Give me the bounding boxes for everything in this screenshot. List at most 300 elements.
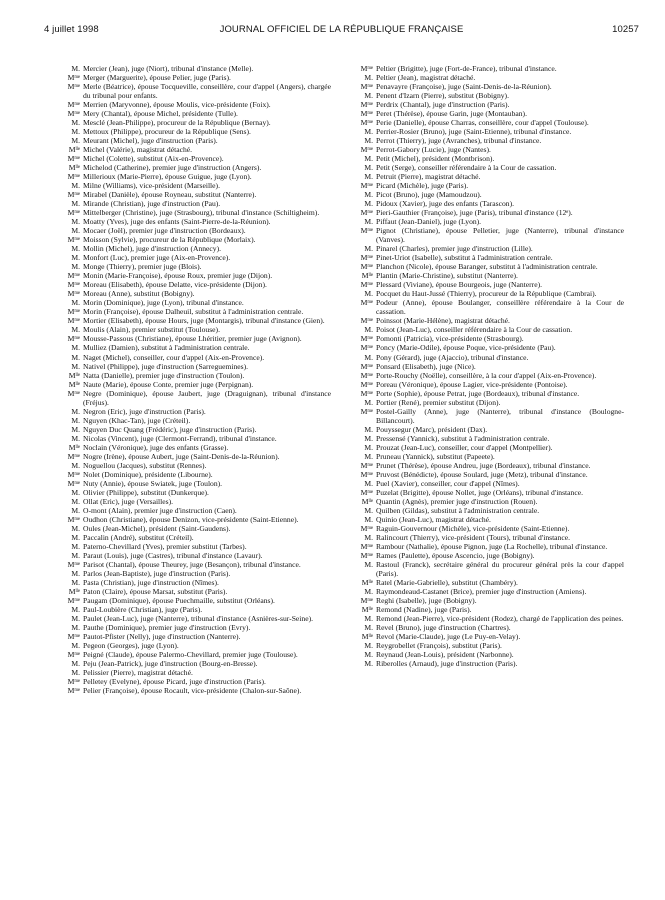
entry-text: Puel (Xavier), conseiller, cour d'appel (Nîmes). xyxy=(376,478,520,488)
list-item xyxy=(337,316,624,325)
entry-text: Quinio (Jean-Luc), magistrat détaché. xyxy=(376,514,491,524)
list-item xyxy=(337,172,624,181)
list-item xyxy=(337,596,624,605)
entry-title: Mᵐᵉ xyxy=(67,514,80,524)
entry-text: Parisot (Chantal), épouse Theurey, juge (Besançon), tribunal d'instance. xyxy=(83,559,301,569)
list-item xyxy=(44,452,331,461)
list-item xyxy=(44,316,331,325)
list-item xyxy=(44,380,331,389)
list-item xyxy=(337,289,624,298)
list-item xyxy=(44,614,331,623)
entry-title: M. xyxy=(364,451,373,461)
left-column xyxy=(44,64,331,892)
entry-text: Morin (Françoise), épouse Dalheuil, substitut à l'administration centrale. xyxy=(83,307,304,317)
entry-text: Nuty (Annie), épouse Swiatek, juge (Toulon). xyxy=(83,478,223,488)
entry-title: M. xyxy=(71,668,80,678)
entry-title: M. xyxy=(364,622,373,632)
entry-text: Rambour (Nathalie), épouse Pignon, juge (La Rochelle), tribunal d'instance. xyxy=(376,541,608,551)
entry-text: Pegeon (Georges), juge (Lyon). xyxy=(83,641,179,650)
entry-text: Oudhon (Christiane), épouse Denizon, vice-présidente (Saint-Etienne). xyxy=(83,514,299,524)
entry-text: Natta (Danielle), premier juge d'instruction (Toulon). xyxy=(83,370,245,380)
entry-title: Mᵐᵉ xyxy=(360,181,373,191)
entry-title: Mᵐᵉ xyxy=(360,595,373,605)
list-item xyxy=(337,244,624,253)
entry-title: M. xyxy=(364,91,373,101)
list-item xyxy=(44,650,331,659)
list-item xyxy=(44,623,331,632)
entry-text: Naute (Marie), épouse Conte, premier juge (Perpignan). xyxy=(83,379,254,389)
list-item xyxy=(44,127,331,136)
list-item xyxy=(337,64,624,73)
entry-text: Quilben (Gildas), substitut à l'administration centrale. xyxy=(376,505,540,515)
entry-text: Ralincourt (Thierry), vice-président (Tours), tribunal d'instance. xyxy=(376,532,570,542)
entry-text: Negre (Dominique), épouse Jaubert, juge (Draguignan), tribunal d'instance (Fréjus). xyxy=(83,388,331,407)
list-item xyxy=(44,334,331,343)
list-item xyxy=(337,262,624,271)
entry-text: Milne (Williams), vice-président (Marseille). xyxy=(83,181,220,191)
list-item xyxy=(44,470,331,479)
list-item xyxy=(44,659,331,668)
list-item xyxy=(337,343,624,352)
entry-title: Mˡˡᵉ xyxy=(361,577,373,587)
entry-text: Pruvost (Bénédicte), épouse Soulard, juge (Metz), tribunal d'instance. xyxy=(376,469,588,479)
entry-title: M. xyxy=(364,325,373,335)
entry-text: Paul-Loubière (Christian), juge (Paris). xyxy=(83,604,203,614)
entry-text: Postel-Gailly (Anne), juge (Nanterre), tribunal d'instance (Boulogne-Billancourt). xyxy=(376,406,624,425)
entry-text: Perrier-Rosier (Bruno), juge (Saint-Etienne), tribunal d'instance. xyxy=(376,127,572,137)
entry-title: Mᵐᵉ xyxy=(360,334,373,344)
entry-title: M. xyxy=(71,253,80,263)
list-item xyxy=(44,677,331,686)
entry-text: Remond (Jean-Pierre), vice-président (Rodez), chargé de l'application des peines. xyxy=(376,613,624,623)
entry-text: Rames (Paulette), épouse Ascencio, juge (Bobigny). xyxy=(376,550,535,560)
list-item xyxy=(44,497,331,506)
list-item xyxy=(337,389,624,398)
entry-title: Mᵐᵉ xyxy=(360,460,373,470)
entry-title: M. xyxy=(71,604,80,614)
entry-title: M. xyxy=(364,659,373,669)
entry-text: Pressensé (Yannick), substitut à l'administration centrale. xyxy=(376,433,550,443)
entry-text: Negron (Eric), juge d'instruction (Paris). xyxy=(83,406,206,416)
entry-text: Penavayre (Françoise), juge (Saint-Denis-de-la-Réunion). xyxy=(376,82,552,92)
entry-title: M. xyxy=(364,442,373,452)
entry-title: M. xyxy=(71,613,80,623)
list-item xyxy=(44,416,331,425)
entry-title: M. xyxy=(71,487,80,497)
entry-title: M. xyxy=(364,641,373,650)
entry-title: Mᵐᵉ xyxy=(360,487,373,497)
entry-title: M. xyxy=(71,118,80,128)
list-item xyxy=(337,271,624,280)
entry-text: Mirande (Christian), juge d'instruction (Pau). xyxy=(83,199,221,209)
entry-title: Mᵐᵉ xyxy=(360,541,373,551)
list-item xyxy=(337,533,624,542)
entry-text: Pauthe (Dominique), premier juge d'instruction (Evry). xyxy=(83,622,251,632)
entry-text: Perdrix (Chantal), juge d'instruction (Paris). xyxy=(376,100,510,110)
entry-text: Quantin (Agnès), premier juge d'instruction (Rouen). xyxy=(376,496,538,506)
entry-title: M. xyxy=(71,433,80,443)
entry-text: Perrot (Thierry), juge (Avranches), tribunal d'instance. xyxy=(376,136,542,146)
entry-text: Picot (Bruno), juge (Mamoudzou). xyxy=(376,190,482,200)
entry-text: Monin (Marie-Françoise), épouse Roux, premier juge (Dijon). xyxy=(83,271,273,281)
entry-title: Mˡˡᵉ xyxy=(68,379,80,389)
entry-text: Pignot (Christiane), épouse Pelletier, juge (Nanterre), tribunal d'instance (Vanves). xyxy=(376,226,624,245)
entry-text: Noclain (Véronique), juge des enfants (Grasse). xyxy=(83,442,229,452)
entry-title: M. xyxy=(71,406,80,416)
entry-title: M. xyxy=(364,244,373,254)
entry-title: Mᵐᵉ xyxy=(360,145,373,155)
entry-text: Michel (Colette), substitut (Aix-en-Provence). xyxy=(83,154,224,164)
entry-text: Pruneau (Yannick), substitut (Papeete). xyxy=(376,451,495,461)
list-item xyxy=(337,443,624,452)
right-column xyxy=(337,64,624,892)
entry-title: Mᵐᵉ xyxy=(360,100,373,110)
entry-title: M. xyxy=(71,424,80,434)
list-item xyxy=(44,181,331,190)
entry-text: Perie (Danielle), épouse Charras, conseillère, cour d'appel (Toulouse). xyxy=(376,118,589,128)
entry-title: Mᵐᵉ xyxy=(67,109,80,119)
list-item xyxy=(44,118,331,127)
list-item xyxy=(337,587,624,596)
entry-text: Pinet-Uriot (Isabelle), substitut à l'administration centrale. xyxy=(376,253,553,263)
list-item xyxy=(337,253,624,262)
entry-text: Merle (Béatrice), épouse Tocqueville, conseillère, cour d'appel (Angers), chargée du tribunal pour enfants. xyxy=(83,82,331,101)
entry-text: Revol (Marie-Claude), juge (Le Puy-en-Velay). xyxy=(376,631,521,641)
list-item xyxy=(44,551,331,560)
list-item xyxy=(337,659,624,668)
header-date: 4 juillet 1998 xyxy=(44,24,99,35)
entry-title: Mˡˡᵉ xyxy=(361,496,373,506)
list-item xyxy=(44,190,331,199)
list-item xyxy=(44,253,331,262)
entry-title: Mᵐᵉ xyxy=(67,235,80,245)
entry-title: Mᵐᵉ xyxy=(67,595,80,605)
entry-text: Merger (Marguerite), épouse Pelier, juge (Paris). xyxy=(83,73,231,83)
header-page-number: 10257 xyxy=(612,24,639,35)
entry-text: Pomonti (Patricia), vice-présidente (Strasbourg). xyxy=(376,334,524,344)
list-item xyxy=(44,280,331,289)
entry-title: Mᵐᵉ xyxy=(360,316,373,326)
list-item xyxy=(337,470,624,479)
entry-text: Reghi (Isabelle), juge (Bobigny). xyxy=(376,595,477,605)
entry-title: Mᵐᵉ xyxy=(67,677,80,687)
entry-text: Naget (Michel), conseiller, cour d'appel (Aix-en-Provence). xyxy=(83,352,265,362)
entry-text: Pelissier (Pierre), magistrat détaché. xyxy=(83,668,193,678)
entry-title: Mᵐᵉ xyxy=(67,154,80,164)
list-item xyxy=(337,118,624,127)
list-item xyxy=(337,506,624,515)
entry-text: Pidoux (Xavier), juge des enfants (Tarascon). xyxy=(376,199,515,209)
entry-text: Michel (Valérie), magistrat détaché. xyxy=(83,145,193,155)
entry-text: Plantin (Marie-Christine), substitut (Nanterre). xyxy=(376,271,518,281)
entry-text: Merrien (Maryvonne), épouse Moulis, vice-présidente (Foix). xyxy=(83,100,271,110)
list-item xyxy=(44,587,331,596)
entry-title: M. xyxy=(71,127,80,137)
list-item xyxy=(44,235,331,244)
entry-title: M. xyxy=(364,136,373,146)
list-item xyxy=(44,524,331,533)
list-item xyxy=(337,578,624,587)
entry-title: Mˡˡᵉ xyxy=(361,604,373,614)
list-item xyxy=(44,641,331,650)
entry-title: Mᵐᵉ xyxy=(360,370,373,380)
entry-title: M. xyxy=(364,613,373,623)
list-item xyxy=(337,362,624,371)
entry-text: Petruit (Pierre), magistrat détaché. xyxy=(376,172,481,182)
entry-title: M. xyxy=(364,586,373,596)
list-item xyxy=(44,73,331,82)
entry-text: Peltier (Brigitte), juge (Fort-de-France), tribunal d'instance. xyxy=(376,64,557,73)
entry-title: Mᵐᵉ xyxy=(360,253,373,263)
list-item xyxy=(44,371,331,380)
entry-title: Mᵐᵉ xyxy=(67,73,80,83)
list-item xyxy=(44,145,331,154)
entry-title: M. xyxy=(71,460,80,470)
entry-text: Nguyen (Khac-Tan), juge (Créteil). xyxy=(83,415,191,425)
entry-title: M. xyxy=(364,127,373,137)
entry-title: Mᵐᵉ xyxy=(360,82,373,92)
entry-title: M. xyxy=(71,568,80,578)
list-item xyxy=(337,353,624,362)
entry-text: Peju (Jean-Patrick), juge d'instruction (Bourg-en-Bresse). xyxy=(83,659,258,669)
list-item xyxy=(44,533,331,542)
entry-title: Mᵐᵉ xyxy=(67,334,80,344)
entry-text: Piffaut (Jean-Daniel), juge (Lyon). xyxy=(376,217,482,227)
entry-text: Nativel (Philippe), juge d'instruction (Sarreguemines). xyxy=(83,361,249,371)
list-item xyxy=(44,172,331,181)
list-item xyxy=(337,298,624,316)
list-item xyxy=(44,605,331,614)
entry-title: Mᵐᵉ xyxy=(360,523,373,533)
list-item xyxy=(44,163,331,172)
list-item xyxy=(337,551,624,560)
list-item xyxy=(337,73,624,82)
list-item xyxy=(44,443,331,452)
list-item xyxy=(337,100,624,109)
list-item xyxy=(337,334,624,343)
entry-text: Noguellou (Jacques), substitut (Rennes). xyxy=(83,460,207,470)
entry-text: Ponsard (Elisabeth), juge (Nice). xyxy=(376,361,476,371)
list-item xyxy=(337,325,624,334)
list-item xyxy=(44,199,331,208)
list-item xyxy=(337,542,624,551)
entry-title: M. xyxy=(71,181,80,191)
entry-text: Rastoul (Franck), secrétaire général du procureur général près la cour d'appel (Paris). xyxy=(376,559,624,578)
entry-title: M. xyxy=(71,262,80,272)
entry-title: M. xyxy=(71,641,80,650)
entry-text: Pocquet du Haut-Jussé (Thierry), procureur de la République (Cambrai). xyxy=(376,289,597,299)
entry-text: Planchon (Nicole), épouse Baranger, substitut à l'administration centrale. xyxy=(376,262,598,272)
list-item xyxy=(44,488,331,497)
list-item xyxy=(44,307,331,316)
entry-text: Meurant (Michel), juge d'instruction (Paris). xyxy=(83,136,218,146)
entry-text: Mortier (Elisabeth), épouse Hours, juge (Montargis), tribunal d'instance (Gien). xyxy=(83,316,325,326)
entry-title: M. xyxy=(71,659,80,669)
entry-title: Mᵐᵉ xyxy=(360,118,373,128)
entry-text: Paccalin (André), substitut (Créteil). xyxy=(83,532,194,542)
entry-text: Millerioux (Marie-Pierre), épouse Guigue, juge (Lyon). xyxy=(83,172,252,182)
entry-title: M. xyxy=(364,289,373,299)
entry-title: Mᵐᵉ xyxy=(67,100,80,110)
list-item xyxy=(44,154,331,163)
entry-text: Mesclé (Jean-Philippe), procureur de la République (Bernay). xyxy=(83,118,271,128)
entry-title: Mᵐᵉ xyxy=(360,298,373,308)
entry-title: Mˡˡᵉ xyxy=(361,271,373,281)
entry-text: Porte (Sophie), épouse Petrat, juge (Bordeaux), tribunal d'instance. xyxy=(376,388,580,398)
list-item xyxy=(337,154,624,163)
entry-title: Mˡˡᵉ xyxy=(361,631,373,641)
entry-text: Reygrobellet (François), substitut (Paris). xyxy=(376,641,502,650)
entry-text: Pelletey (Evelyne), épouse Picard, juge d'instruction (Paris). xyxy=(83,677,266,687)
entry-title: Mᵐᵉ xyxy=(360,208,373,218)
entry-title: M. xyxy=(364,190,373,200)
entry-title: Mᵐᵉ xyxy=(360,379,373,389)
entry-title: M. xyxy=(364,217,373,227)
entry-text: Picard (Michèle), juge (Paris). xyxy=(376,181,469,191)
list-item xyxy=(44,542,331,551)
list-item xyxy=(44,578,331,587)
entry-text: Mery (Chantal), épouse Michel, présidente (Tulle). xyxy=(83,109,238,119)
entry-title: M. xyxy=(71,217,80,227)
list-item xyxy=(337,623,624,632)
entry-text: Paterno-Chevillard (Yves), premier substitut (Tarbes). xyxy=(83,541,247,551)
entry-title: Mᵐᵉ xyxy=(360,64,373,73)
entry-title: M. xyxy=(71,496,80,506)
entry-text: Monfort (Luc), premier juge (Aix-en-Provence). xyxy=(83,253,231,263)
entry-title: M. xyxy=(364,172,373,182)
entry-title: M. xyxy=(364,163,373,173)
entry-text: Mousse-Passous (Christiane), épouse Lhéritier, premier juge (Avignon). xyxy=(83,334,302,344)
list-item xyxy=(337,461,624,470)
entry-title: Mᵐᵉ xyxy=(67,172,80,182)
entry-title: M. xyxy=(71,352,80,362)
entry-title: Mᵐᵉ xyxy=(360,262,373,272)
entry-title: Mᵐᵉ xyxy=(360,280,373,290)
entry-title: Mᵐᵉ xyxy=(360,361,373,371)
list-item xyxy=(337,425,624,434)
entry-text: Prunet (Thérèse), épouse Andreu, juge (Bordeaux), tribunal d'instance. xyxy=(376,460,591,470)
entry-text: Nogre (Irène), épouse Aubert, juge (Saint-Denis-de-la-Réunion). xyxy=(83,451,280,461)
list-item xyxy=(44,244,331,253)
entry-title: M. xyxy=(364,532,373,542)
entry-title: M. xyxy=(71,244,80,254)
list-item xyxy=(337,217,624,226)
entry-text: Portier (René), premier substitut (Dijon). xyxy=(376,397,501,407)
entry-title: M. xyxy=(71,541,80,551)
list-item xyxy=(44,362,331,371)
entry-title: Mᵐᵉ xyxy=(360,406,373,416)
entry-title: M. xyxy=(364,478,373,488)
entry-text: Pouyssegur (Marc), président (Dax). xyxy=(376,424,488,434)
header-journal-title: JOURNAL OFFICIEL DE LA RÉPUBLIQUE FRANÇAISE xyxy=(219,24,464,35)
entry-text: Paugam (Dominique), épouse Puechmaille, substitut (Orléans). xyxy=(83,595,275,605)
entry-title: Mˡˡᵉ xyxy=(68,145,80,155)
entry-text: Poinssot (Marie-Hélène), magistrat détaché. xyxy=(376,316,510,326)
entry-title: M. xyxy=(71,622,80,632)
entry-title: Mᵐᵉ xyxy=(360,226,373,236)
entry-text: Paton (Claire), épouse Marsat, substitut (Paris). xyxy=(83,586,228,596)
list-item xyxy=(337,226,624,244)
list-item xyxy=(44,100,331,109)
entry-title: Mˡˡᵉ xyxy=(68,163,80,173)
entry-text: Paulet (Jean-Luc), juge (Nanterre), tribunal d'instance (Asnières-sur-Seine). xyxy=(83,613,313,623)
entry-text: Mirabel (Danièle), épouse Royneau, substitut (Nanterre). xyxy=(83,190,257,200)
entry-title: M. xyxy=(364,73,373,83)
entry-text: Paraut (Louis), juge (Castres), tribunal d'instance (Lavaur). xyxy=(83,550,263,560)
entry-title: Mᵐᵉ xyxy=(360,469,373,479)
entry-title: Mᵐᵉ xyxy=(360,550,373,560)
entry-title: M. xyxy=(71,361,80,371)
entry-text: Raguin-Gouvernour (Michèle), vice-présidente (Saint-Etienne). xyxy=(376,523,570,533)
list-item xyxy=(44,298,331,307)
entry-title: M. xyxy=(71,64,80,73)
list-item xyxy=(44,479,331,488)
entry-title: M. xyxy=(364,352,373,362)
list-item xyxy=(44,217,331,226)
list-item xyxy=(337,208,624,217)
entry-title: M. xyxy=(71,199,80,209)
list-item xyxy=(337,190,624,199)
list-item xyxy=(44,686,331,695)
list-item xyxy=(44,262,331,271)
list-item xyxy=(337,479,624,488)
list-item xyxy=(44,82,331,100)
list-item xyxy=(44,560,331,569)
entry-text: Ratel (Marie-Gabrielle), substitut (Chambéry). xyxy=(376,577,518,587)
entry-text: Mulliez (Damien), substitut à l'administration centrale. xyxy=(83,343,250,353)
entry-title: Mᵐᵉ xyxy=(67,686,80,696)
entry-text: Revel (Bruno), juge d'instruction (Chartres). xyxy=(376,622,511,632)
list-item xyxy=(337,560,624,578)
entry-title: M. xyxy=(364,199,373,209)
entry-title: Mᵐᵉ xyxy=(67,82,80,92)
entry-title: Mᵐᵉ xyxy=(67,559,80,569)
entry-text: Remond (Nadine), juge (Paris). xyxy=(376,604,472,614)
entry-text: Moisson (Sylvie), procureur de la République (Morlaix). xyxy=(83,235,256,245)
entry-text: Mittelberger (Christine), juge (Strasbourg), tribunal d'instance (Schiltigheim). xyxy=(83,208,320,218)
entry-text: Mocaer (Joël), premier juge d'instruction (Bordeaux). xyxy=(83,226,246,236)
entry-text: Puzelat (Brigitte), épouse Nollet, juge (Orléans), tribunal d'instance. xyxy=(376,487,583,497)
list-item xyxy=(44,289,331,298)
list-item xyxy=(44,109,331,118)
entry-text: Parlos (Jean-Baptiste), juge d'instruction (Paris). xyxy=(83,568,231,578)
entry-text: Pasta (Christian), juge d'instruction (Nîmes). xyxy=(83,577,219,587)
list-item xyxy=(337,488,624,497)
entry-text: Mercier (Jean), juge (Niort), tribunal d'instance (Melle). xyxy=(83,64,254,73)
entry-text: Peltier (Jean), magistrat détaché. xyxy=(376,73,476,83)
list-item xyxy=(337,127,624,136)
entry-title: Mᵐᵉ xyxy=(67,451,80,461)
entry-title: M. xyxy=(71,523,80,533)
entry-text: Plessard (Viviane), épouse Bourgeois, juge (Nanterre). xyxy=(376,280,542,290)
entry-title: Mᵐᵉ xyxy=(67,307,80,317)
entry-title: M. xyxy=(364,154,373,164)
list-item xyxy=(44,64,331,73)
list-item xyxy=(337,371,624,380)
entry-title: Mᵐᵉ xyxy=(67,208,80,218)
entry-title: M. xyxy=(364,650,373,660)
entry-text: O-mont (Alain), premier juge d'instruction (Caen). xyxy=(83,505,237,515)
entry-text: Monge (Thierry), premier juge (Blois). xyxy=(83,262,202,272)
entry-text: Poncy (Marie-Odile), épouse Poque, vice-présidente (Pau). xyxy=(376,343,556,353)
entry-text: Petit (Serge), conseiller référendaire à la Cour de cassation. xyxy=(376,163,557,173)
list-item xyxy=(337,632,624,641)
entry-text: Moreau (Elisabeth), épouse Delatte, vice-présidente (Dijon). xyxy=(83,280,267,290)
list-item xyxy=(44,407,331,416)
list-item xyxy=(337,614,624,623)
list-item xyxy=(44,271,331,280)
list-item xyxy=(44,434,331,443)
